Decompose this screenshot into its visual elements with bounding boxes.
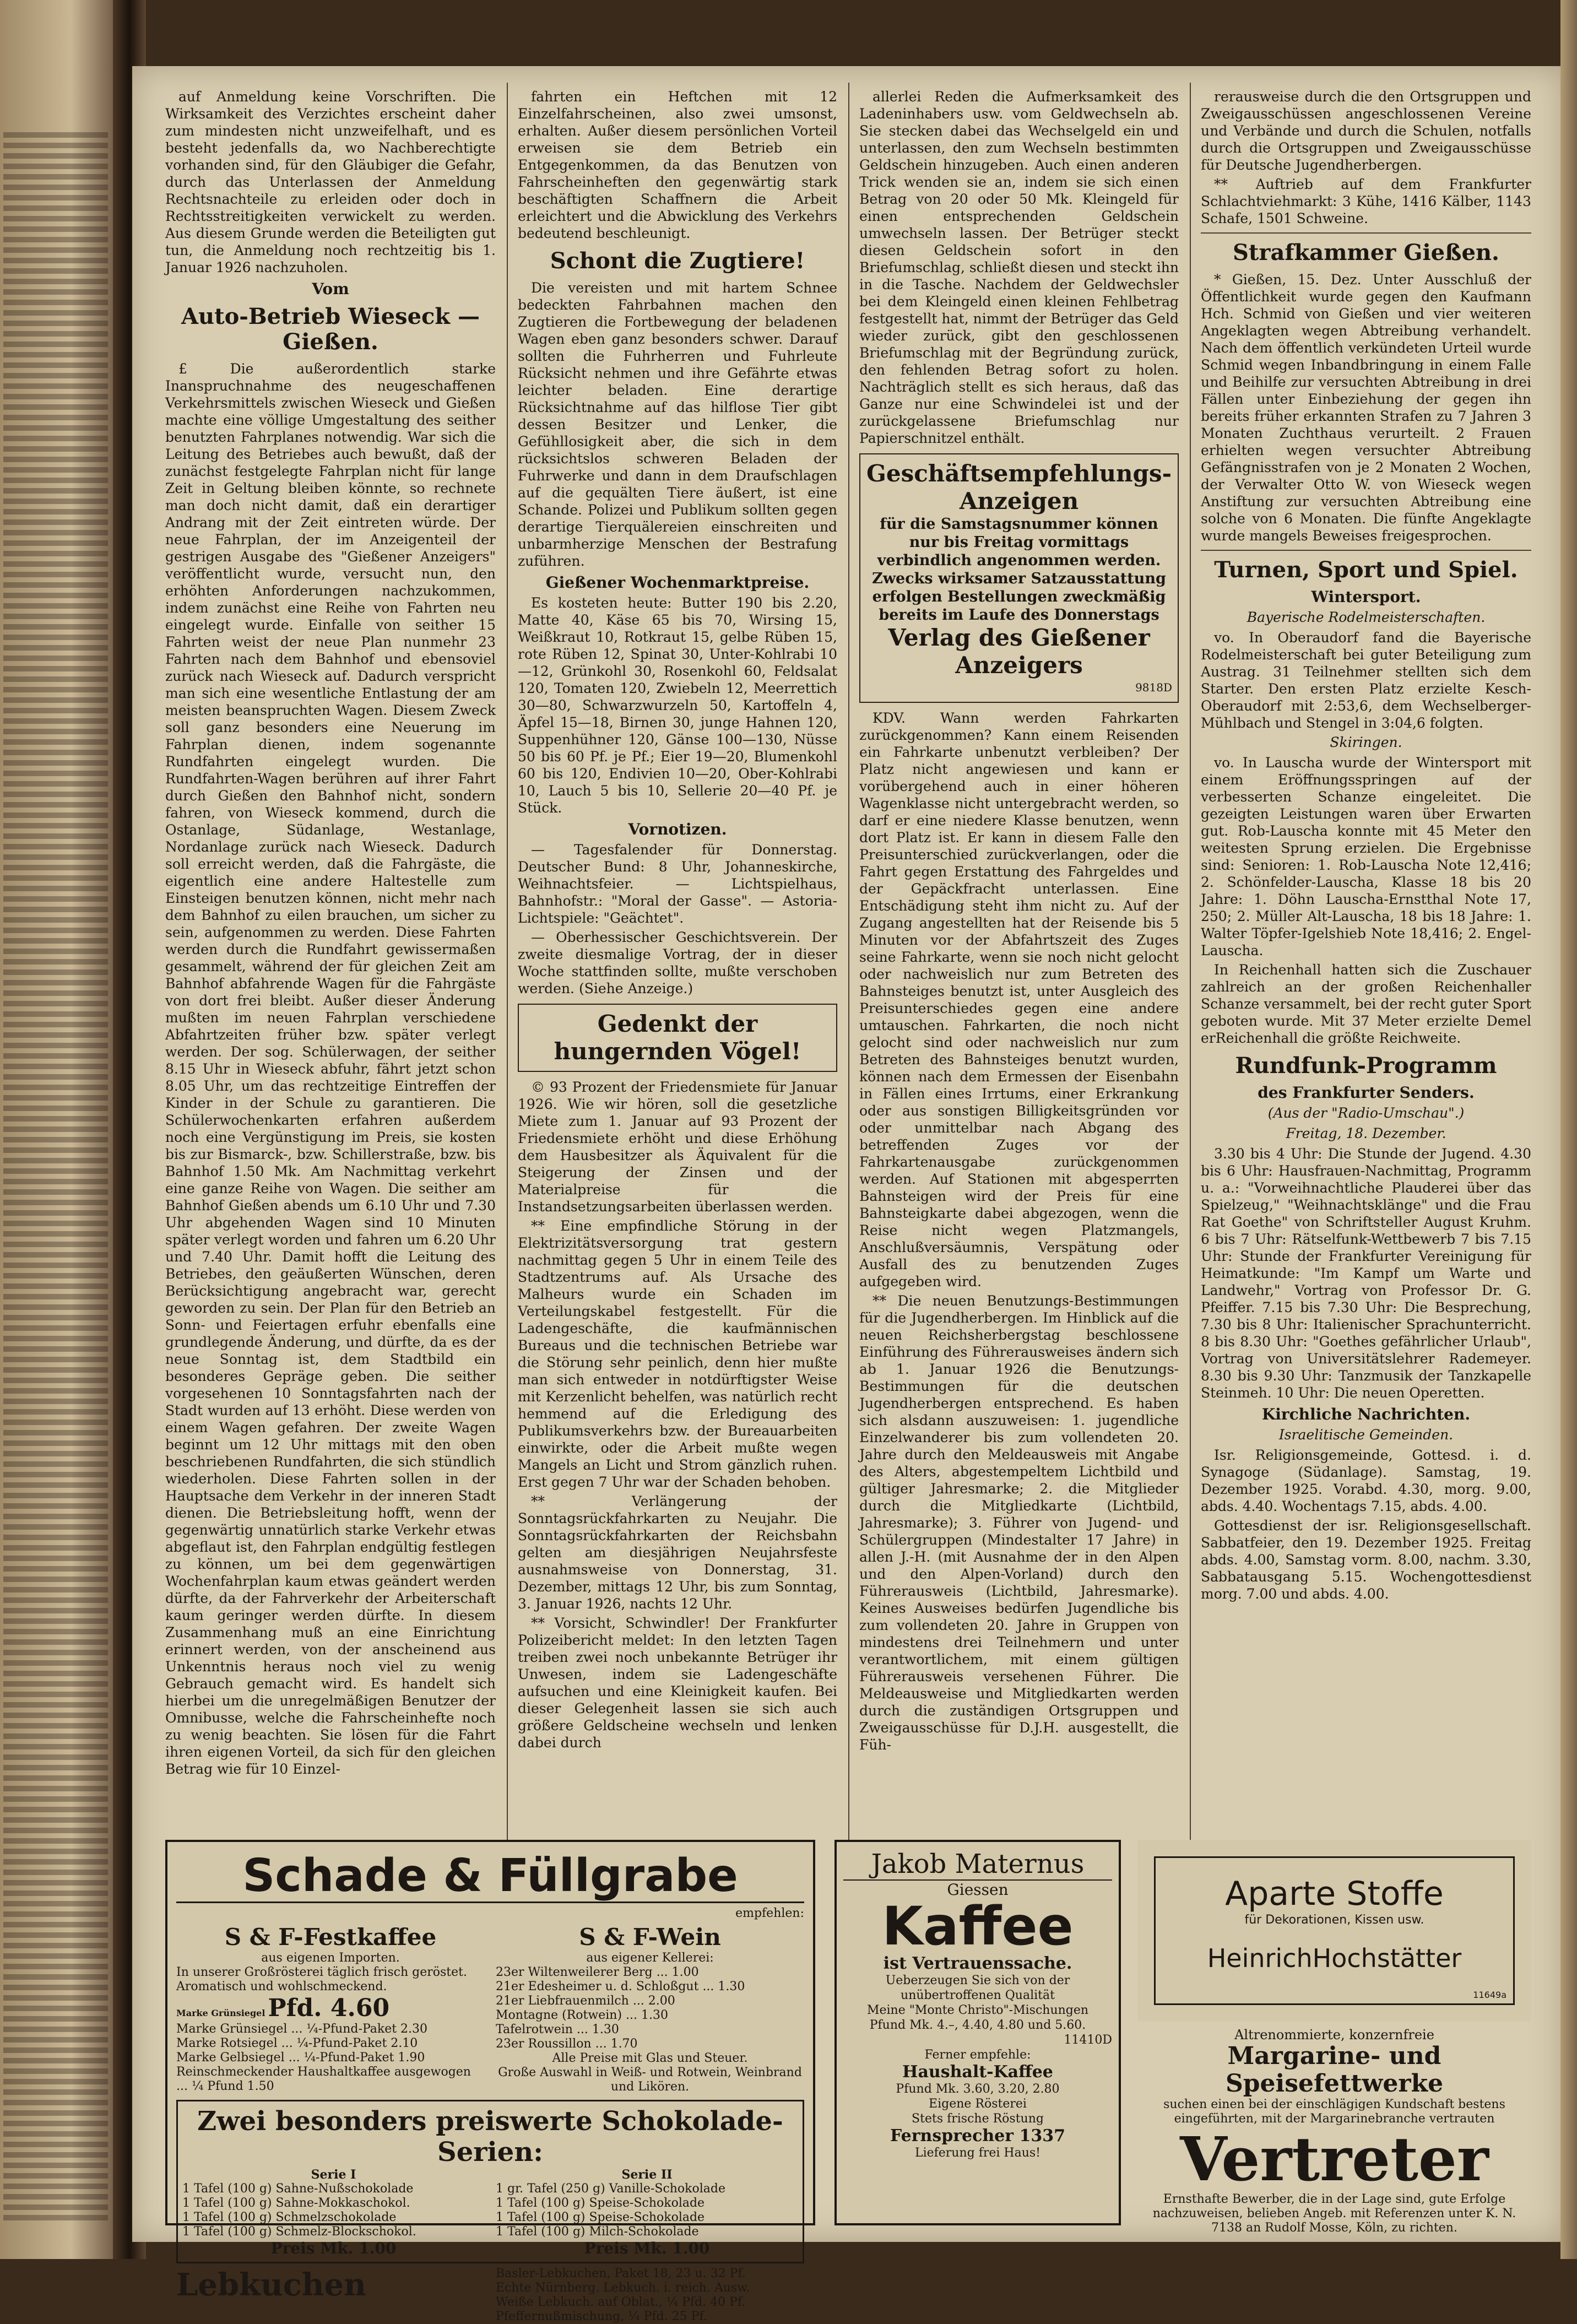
section-subheading: des Frankfurter Senders. [1258, 1084, 1475, 1102]
section-divider [1201, 550, 1531, 551]
article-paragraph: ** Verlängerung der Sonntagsrückfahrkarten zu Neujahr. Die Sonntagsrückfahrkarten der Reichsbahn gelten am diesjährigen Neujahrsfeste ausnahmsweise von Donnerstag, 31. Dezember, mittags 12 Uhr, bis zum Sonntag, 3. Januar 1926, nachts 12 Uhr. [518, 1493, 837, 1612]
offer-line: 23er Wiltenweilerer Berg ... 1.00 [496, 1965, 699, 1979]
article-column-4 [1201, 88, 1531, 1834]
coffee-offer [176, 1924, 485, 2094]
program-date: Freitag, 18. Dezember. [1286, 1125, 1446, 1141]
ad-text: Pfund Mk. 4.–, 4.40, 4.80 und 5.60. [869, 2018, 1086, 2032]
ad-text: Ernsthafte Bewerber, die in der Lage sind, gute Erfolge nachzuweisen, belieben Angeb. mit Referenzen unter K. N. 7138 an Rudolf Mosse, Köln, zu richten. [1152, 2192, 1516, 2235]
article-paragraph: — Tagesfalender für Donnerstag. Deutscher Bund: 8 Uhr, Johanneskirche, Weihnachtsfeier. — Lichtspielhaus, Bahnhofstr.: "Moral der Gasse". — Astoria-Lichtspiele: "Geächtet". [518, 842, 837, 926]
previous-page-edge [0, 0, 118, 2259]
subsection-heading: Wintersport. [1311, 588, 1421, 606]
section-divider [1201, 232, 1531, 234]
article-paragraph: * Gießen, 15. Dez. Unter Ausschluß der Öffentlichkeit wurde gegen den Kaufmann Hch. Schmid von Gießen und vier weiteren Angeklagten wegen Abtreibung verhandelt. Nach dem öffentlich verkündeten Urteil wurde Schmid wegen Inbandbringung in einem Falle und Beihilfe zur versuchten Abtreibung in drei Fällen unter Einbeziehung der gegen ihn bereits früher erkannten Strafen zu 7 Jahren 3 Monaten Zuchthaus verurteilt. 2 Frauen erhielten wegen versuchter Abtreibung Gefängnisstrafen von je 2 Monaten 2 Wochen, der Verwalter Otto W. von Wieseck wegen Anstiftung zur versuchten Abtreibung eine solche von 6 Monaten. Die fünfte Angeklagte wurde mangels Beweises freigesprochen. [1201, 272, 1531, 544]
article-column-2 [518, 88, 837, 1834]
offer-line: Tafelrotwein ... 1.30 [496, 2023, 619, 2036]
article-heading: Gießener Wochenmarktpreise. [545, 573, 810, 592]
notice-box-publisher: Verlag des Gießener Anzeigers [888, 624, 1150, 679]
ad-text: Altrenommierte, konzernfreie [1234, 2027, 1434, 2043]
ad-frame [1154, 1856, 1515, 2005]
article-heading: Auto-Betrieb Wieseck — Gießen. [181, 304, 480, 355]
offer-line: Alle Preise mit Glas und Steuer. [552, 2051, 748, 2065]
column-rule [1190, 83, 1191, 1840]
right-page-edge [1560, 0, 1577, 2259]
ad-product: Kaffee [882, 1895, 1074, 1957]
ad-text: Meine "Monte Christo"-Mischungen [866, 2003, 1089, 2017]
article-paragraph: In Reichenhall hatten sich die Zuschauer zahlreich an der großen Reichenhaller Schanze versammelt, bei der recht guter Sport geboten wurde. Mit 37 Meter erzielte Demel erReichenhall die größte Reichweite. [1201, 962, 1531, 1046]
ad-headline: Vertreter [1180, 2123, 1489, 2195]
ad-aparte-stoffe [1137, 1840, 1531, 2022]
article-paragraph: Die vereisten und mit hartem Schnee bedeckten Fahrbahnen machen den Zugtieren die Fortbewegung der beladenen Wagen eben ganz besonders schwer. Darauf sollten die Fuhrherren und Fuhrleute Rücksicht nehmen und ihre Gefährte etwas leichter beladen. Eine derartige Rücksichtnahme auf das hilflose Tier gibt dessen Besitzer und Lenker, die Gefühllosigkeit aber, die sich in dem rücksichtslos schweren Beladen der Fuhrwerke und dann in dem Draufschlagen auf die gequälten Tiere äußert, ist eine Schande. Polizei und Publikum sollten gegen derartige Tierquälereien einschreiten und unbarmherzige Menschen der Bestrafung zuführen. [518, 280, 837, 569]
offer-line: Montagne (Rotwein) ... 1.30 [496, 2008, 668, 2022]
ad-code: 9818D [1135, 681, 1172, 694]
offer-price: Preis Mk. 1.00 [270, 2239, 397, 2257]
offer-heading: S & F-Festkaffee [224, 1924, 437, 1951]
ad-title: Aparte Stoffe [1225, 1875, 1444, 1913]
ad-text: für Dekorationen, Kissen usw. [1244, 1913, 1424, 1927]
ad-title: Margarine- und Speisefettwerke [1225, 2042, 1444, 2098]
offer-line: Marke Rotsiegel ... ¼-Pfund-Paket 2.10 [176, 2036, 418, 2050]
ad-subtitle: empfehlen: [735, 1906, 804, 1920]
article-paragraph: ** Auftrieb auf dem Frankfurter Schlachtviehmarkt: 3 Kühe, 1416 Kälber, 1143 Schafe, 1501 Schweine. [1201, 176, 1531, 226]
column-rule [507, 83, 508, 1840]
ad-code: 11649a [1473, 1990, 1506, 2000]
chocolate-series-box [176, 2100, 804, 2263]
ad-text: Ueberzeugen Sie sich von der unübertroffenen Qualität [885, 1974, 1070, 2002]
ad-city: Giessen [947, 1881, 1009, 1899]
ad-text: suchen einen bei der einschlägigen Kundschaft bestens eingeführten, mit der Margarinebranche vertrauten [1163, 2098, 1505, 2126]
ad-title: Schade & Füllgrabe [176, 1851, 804, 1903]
ad-code: 11410D [1064, 2033, 1112, 2047]
article-paragraph: vo. In Oberaudorf fand die Bayerische Rodelmeisterschaft bei guter Beteiligung zum Austrag. 31 Teilnehmer stellten sich dem Starter. Den ersten Platz erzielte Kesch-Oberaudorf mit 2:53,6, dem Wechselberger-Mühlbach und Stengel in 3:04,6 folgten. [1201, 630, 1531, 731]
offer-line: Marke Gelbsiegel ... ¼-Pfund-Paket 1.90 [176, 2051, 425, 2065]
ad-schade-fuellgrabe [165, 1840, 815, 2323]
offer-line: Weiße Lebkuch. auf Oblat., ¼ Pfd. 40 Pf. [496, 2295, 746, 2309]
article-paragraph: ** Eine empfindliche Störung in der Elektrizitätsversorgung trat gestern nachmittag gegen 5 Uhr in einem Teile des Stadtzentrums auf. Als Ursache des Malheurs wurde ein Schaden im Verteilungskabel festgestellt. Für die Ladengeschäfte, die kaufmännischen Bureaus und die technischen Betriebe war die Störung sehr peinlich, denn hier mußte man sich entweder in notdürftigster Weise mit Kerzenlicht behelfen, was natürlich recht hemmend auf die Erledigung des Publikumsverkehrs bzw. der Bureauarbeiten einwirkte, oder die Arbeit mußte wegen Mangels an Licht und Strom gänzlich ruhen. Erst gegen 7 Uhr war der Schaden behoben. [518, 1218, 837, 1490]
section-heading: Kirchliche Nachrichten. [1261, 1405, 1471, 1423]
offer-line: 21er Edesheimer u. d. Schloßgut ... 1.30 [496, 1980, 745, 1993]
notice-box-body: für die Samstagsnummer können nur bis Freitag vormittags verbindlich angenommen werden. Zwecks wirksamer Satzausstattung erfolgen Bestellungen zweckmäßig bereits im Laufe des Donnerstags [872, 516, 1166, 624]
advertisement-section [165, 1840, 1531, 2323]
offer-line: Echte Nürnberg. Lebkuch. i. reich. Ausw. [496, 2281, 750, 2295]
article-paragraph: fahrten ein Heftchen mit 12 Einzelfahrscheinen, also zwei umsonst, erhalten. Außer diesem persönlichen Vorteil erweisen sie dem Betrieb ein Entgegenkommen, da das Benutzen von Fahrscheinheften den gegenwärtig stark beschäftigten Schaffnern die Arbeit erleichtert und die Abwicklung des Verkehrs bedeutend beschleunigt. [518, 89, 837, 241]
section-heading: Rundfunk-Programm [1235, 1053, 1497, 1079]
offer-line: Basler-Lebkuchen, Paket 18, 23 u. 32 Pf. [496, 2267, 746, 2280]
offer-line: Große Auswahl in Weiß- und Rotwein, Weinbrand und Likören. [498, 2066, 802, 2094]
article-paragraph: auf Anmeldung keine Vorschriften. Die Wirksamkeit des Verzichtes erscheint daher zum mindesten nicht unzweifelhaft, und es besteht jedenfalls da, wo Nachberechtigte vorhanden sind, für den Gläubiger die Gefahr, durch das Unterlassen der Anmeldung Rechtsnachteile zu erleiden oder doch in Rechtsstreitigkeiten verwickelt zu werden. Aus diesem Grunde werden die Beteiligten gut tun, die Anmeldung noch rechtzeitig bis 1. Januar 1926 nachzuholen. [165, 89, 496, 275]
article-paragraph: ** Die neuen Benutzungs-Bestimmungen für die Jugendherbergen. Im Hinblick auf die neuen Reichsherbergstag beschlossene Einführung des Führerausweises ändern sich ab 1. Januar 1926 die Benutzungs-Bestimmungen für die deutschen Jugendherbergen entsprechend. Es haben sich alsdann auszuweisen: 1. jugendliche Einzelwanderer bis zum vollendeten 20. Jahre durch den Meldeausweis mit Angabe des Alters, abgestempeltem Lichtbild und gültiger Jahresmarke; 2. die Mitglieder durch die Mitgliedkarte (Lichtbild, Jahresmarke); 3. Führer von Jugend- und Schülergruppen (Mindestalter 17 Jahre) in allen J.-H. (mit Ausnahme der in den Alpen und den Alpen-Vorland) durch den Führerausweis (Lichtbild, Jahresmarke). Keines Ausweises bedürfen Jugendliche bis zum vollendeten 20. Jahre in Gruppen von mindestens drei Teilnehmern und unter verantwortlichem, mit einem gültigen Führerausweis versehenen Führer. Die Meldeausweise und Mitgliedkarten werden durch die zuständigen Ortsgruppen und Zweigausschüsse für D.J.H. ausgestellt, die Füh- [859, 1293, 1179, 1753]
subsection-label: Israelitische Gemeinden. [1278, 1427, 1454, 1443]
offer-heading: Lebkuchen [176, 2267, 366, 2303]
offer-heading: Zwei besonders preiswerte Schokolade-Serien: [197, 2106, 783, 2168]
ad-text: Pfund Mk. 3.60, 3.20, 2.80 [896, 2082, 1060, 2096]
column-rule [848, 83, 849, 1840]
offer-line: Pfeffernußmischung, ¼ Pfd. 25 Pf. [496, 2310, 707, 2323]
section-heading: Turnen, Sport und Spiel. [1214, 557, 1518, 583]
offer-line: 21er Liebfrauenmilch ... 2.00 [496, 1994, 675, 2008]
ad-advertiser: HeinrichHochstätter [1207, 1943, 1462, 1973]
article-paragraph: £ Die außerordentlich starke Inanspruchnahme des neugeschaffenen Verkehrsmittels zwischen Wieseck und Gießen machte eine völlige Umgestaltung des seither benutzten Fahrplanes notwendig. War sich die Leitung des Betriebes auch bewußt, daß der zunächst festgelegte Fahrplan nicht für lange Zeit in Geltung bleiben könnte, so rechnete man doch nicht damit, daß ein derartiger Andrang mit der Zeit eintreten würde. Der neue Fahrplan, der im Anzeigenteil der gestrigen Ausgabe des "Gießener Anzeigers" veröffentlicht wurde, versucht nun, den erhöhten Anforderungen nachzukommen, indem zunächst eine Reihe von Fahrten neu eingelegt wurde. Einfalle von seither 15 Fahrten weist der neue Plan nunmehr 23 Fahrten nach dem Bahnhof und ebensoviel zurück nach Wieseck auf. Dadurch verspricht man sich eine wesentliche Entlastung der am meisten beanspruchten Wagen. Diesem Zweck soll ganz besonders eine Neuerung im Fahrplan dienen, indem sogenannte Rundfahrten eingelegt wurden. Die Rundfahrten-Wagen berühren auf ihrer Fahrt durch Gießen den Bahnhof nicht, sondern fahren, von Wieseck kommend, durch die Ostanlage, Südanlage, Westanlage, Nordanlage zurück nach Wieseck. Dadurch soll erreicht werden, daß die Fahrgäste, die eigentlich eine andere Haltestelle zum Einsteigen benutzen können, nicht mehr nach dem Bahnhof zu eilen brauchen, um sicher zu sein, aufgenommen zu werden. Diese Fahrten werden durch die Rundfahrt gewissermaßen gesammelt, während der für gleichen Zeit am Bahnhof abfahrende Wagen für die Fahrgäste von dort frei bleibt. Außer dieser Änderung mußten im neuen Fahrplan verschiedene Abfahrtzeiten früher bzw. später verlegt werden. Der sog. Schülerwagen, der seither 8.15 Uhr in Wieseck abfuhr, fährt jetzt schon 8.05 Uhr, um das rechtzeitige Eintreffen der Kinder in der Schule zu garantieren. Die Schülerwochenkarten erfahren außerdem noch eine Vergünstigung im Preis, sie kosten bis zur Bismarck-, bzw. Schillerstraße, bzw. bis Bahnhof 1.50 Mk. Am Nachmittag verkehrt eine ganze Reihe von Wagen. Die seither am Bahnhof Gießen abends um 6.10 Uhr und 7.30 Uhr abgehenden Wagen sind 10 Minuten später verlegt worden und fahren um 6.20 Uhr und 7.40 Uhr. Damit hofft die Leitung des Betriebes, den geäußerten Wünschen, deren Berücksichtigung angebracht war, gerecht geworden zu sein. Der Plan für den Betrieb an Sonn- und Feiertagen erfuhr ebenfalls eine grundlegende Änderung, und dürfte, da es der neue Sonntag ist, dem Stadtbild ein besonderes Gepräge geben. Die seither vorgesehenen 10 Sonntagsfahrten nach der Stadt wurden auf 13 erhöht. Diese werden von einem Wagen gefahren. Der zweite Wagen beginnt um 12 Uhr mittags mit den oben beschriebenen Rundfahrten, die sich stündlich wiederholen. Diese Fahrten sollen in der Hauptsache dem Verkehr in der inneren Stadt dienen. Die Betriebsleitung hofft, wenn der gegenwärtig unnatürlich starke Verkehr etwas abgeflaut ist, den Fahrplan endgültig festlegen zu können, um bei dem gegenwärtigen Wochenfahrplan kaum etwas geändert werden dürfte, da der Fahrverkehr der Arbeiterschaft kaum geringer werden dürfte. In diesem Zusammenhang muß an eine Einrichtung erinnert werden, von der anscheinend aus Unkenntnis heraus noch viel zu wenig Gebrauch gemacht wird. Es handelt sich hierbei um die unregelmäßigen Benutzer der Omnibusse, welche die Fahrscheinhefte noch zu wenig beachten. Sie lösen für die Fahrt ihren eigenen Vorteil, da sich für den gleichen Betrag wie für 10 Einzel- [165, 361, 496, 1777]
article-heading: Schont die Zugtiere! [550, 248, 805, 274]
offer-item: Marke Grünsiegel [176, 2008, 265, 2018]
offer-line: 1 Tafel (100 g) Sahne-Mokkaschokol. [182, 2196, 410, 2210]
series-title: Serie II [621, 2168, 673, 2182]
ad-text: Ferner empfehle: [924, 2048, 1031, 2062]
section-heading: Strafkammer Gießen. [1233, 240, 1499, 266]
offer-line: 1 Tafel (100 g) Speise-Schokolade [496, 2196, 705, 2210]
series-title: Serie I [311, 2168, 356, 2182]
subsection-label: Skiringen. [1330, 734, 1402, 750]
article-heading: Vornotizen. [628, 820, 727, 838]
offer-heading: S & F-Wein [579, 1924, 721, 1951]
offer-line: 1 Tafel (100 g) Milch-Schokolade [496, 2225, 699, 2239]
article-paragraph: — Oberhessischer Geschichtsverein. Der zweite diesmalige Vortrag, der in dieser Woche stattfinden sollte, mußte verschoben werden. (Siehe Anzeige.) [518, 929, 837, 996]
article-paragraph: rerausweise durch die den Ortsgruppen und Zweigausschüssen angeschlossenen Vereine und Verbände und durch die Schulen, notfalls durch die Ortsgruppen und Zweigausschüsse für Deutsche Jugendherbergen. [1201, 89, 1531, 173]
offer-sub: aus eigener Kellerei: [586, 1951, 714, 1965]
offer-line: 1 Tafel (100 g) Speise-Schokolade [496, 2211, 705, 2224]
offer-sub: aus eigenen Importen. [261, 1951, 400, 1965]
article-paragraph: allerlei Reden die Aufmerksamkeit des Ladeninhabers usw. vom Geldwechseln ab. Sie stecken dabei das Wechselgeld ein und unterlassen, den zum Wechseln bestimmten Geldschein hinzugeben. Auch einen anderen Trick wenden sie an, indem sie sich einen Betrag von 20 oder 50 Mk. Kleingeld für einen entsprechenden Geldschein umwechseln lassen. Der Betrüger steckt diesen Geldschein sofort in den Briefumschlag, schließt diesen und steckt ihn in die Tasche. Nachdem der Geldwechsler bei dem Kleingeld einen kleinen Fehlbetrag festgestellt hat, nimmt der Betrüger das Geld wieder zurück, gibt den geschlossenen Briefumschlag mit der Begründung zurück, den fehlenden Betrag sofort zu holen. Nachträglich stellt es sich heraus, daß das Ganze nur eine Schwindelei ist und der zurückgelassene Briefumschlag nur Papierschnitzel enthält. [859, 89, 1179, 446]
ad-text: Eigene Rösterei [929, 2097, 1027, 2111]
wine-offer [496, 1924, 804, 2094]
ad-vertreter [1137, 2027, 1531, 2235]
previous-page-text-lines [3, 132, 108, 2225]
ad-text: Lieferung frei Haus! [914, 2146, 1041, 2160]
offer-line: Marke Grünsiegel ... ¼-Pfund-Paket 2.30 [176, 2022, 428, 2036]
article-paragraph: © 93 Prozent der Friedensmiete für Januar 1926. Wie wir hören, soll die gesetzliche Miete zum 1. Januar auf 93 Prozent der Friedensmiete erhöht und diese Erhöhung dem Hausbesitzer als Äquivalent für die Steigerung der Zinsen und der Materialpreise für die Instandsetzungsarbeiten überlassen werden. [518, 1079, 837, 1215]
ad-phone: Fernsprecher 1337 [890, 2126, 1066, 2146]
source-note: (Aus der "Radio-Umschau".) [1267, 1105, 1465, 1121]
ad-product: Haushalt-Kaffee [902, 2062, 1053, 2082]
offer-text: In unserer Großrösterei täglich frisch geröstet. Aromatisch und wohlschmeckend. [176, 1965, 467, 1993]
notice-box-title: Gedenkt der hungernden Vögel! [554, 1010, 801, 1065]
article-paragraph: Es kosteten heute: Butter 190 bis 2.20, Matte 40, Käse 65 bis 70, Wirsing 15, Weißkraut 10, Rotkraut 15, gelbe Rüben 15, rote Rüben 12, Spinat 30, Unter-Kohlrabi 10—12, Grünkohl 30, Rosenkohl 60, Feldsalat 120, Tomaten 120, Zwiebeln 12, Meerrettich 30—80, Schwarzwurzeln 50, Kartoffeln 4, Äpfel 15—18, Birnen 30, junge Hahnen 120, Suppenhühner 120, Gänse 100—130, Nüsse 50 bis 60 Pf. je Pf.; Eier 19—20, Blumenkohl 60 bis 120, Endivien 10—20, Ober-Kohlrabi 10, Lauch 5 bis 10, Sellerie 20—40 Pf. je Stück. [518, 595, 837, 816]
ad-slogan: ist Vertrauenssache. [883, 1954, 1072, 1973]
ad-text: Stets frische Röstung [912, 2112, 1044, 2126]
article-paragraph: KDV. Wann werden Fahrkarten zurückgenommen? Kann einem Reisenden ein Fahrkarte unbenutzt verbleiben? Der Platz nicht angewiesen und kann er vorübergehend auch in einer höheren Wagenklasse nicht untergebracht werden, so darf er eine niedere Klasse benutzen, wenn dort Platz ist. Er kann in diesem Falle den Preisunterschied zurückverlangen, oder die Fahrt gegen Erstattung des Fahrgeldes und der Gepäckfracht unterlassen. Eine Entschädigung steht ihm nicht zu. Auf der Zugang angestellten hat der Reisende bis 5 Minuten vor der Abfahrtszeit des Zuges seine Fahrkarte, wenn sie noch nicht gelocht oder nachweislich nur zum Betreten des Bahnsteiges benutzt ist, unter Ausgleich des Preisunterschiedes gegen eine andere umtauschen. Fahrkarten, die noch nicht gelocht sind oder nachweislich nur zum Betreten des Bahnsteiges benutzt wurden, können nach dem Ermessen der Eisenbahn in Fällen eines Irrtums, einer Erkrankung oder aus sonstigen Billigkeitsgründen vor oder unmittelbar nach Abgang des betreffenden Zuges vor der Fahrkartenausgabe zurückgenommen werden. Auf Stationen mit abgesperrten Bahnsteigen wird der Preis für eine Bahnsteigkarte dabei abgezogen, wenn die Reise nicht wegen Platzmangels, Anschlußversäumnis, Verspätung oder Ausfall des zu benutzenden Zuges aufgegeben wird. [859, 710, 1179, 1290]
notice-box [518, 1004, 837, 1072]
offer-price: Pfd. 4.60 [268, 1994, 390, 2022]
offer-line: 1 gr. Tafel (250 g) Vanille-Schokolade [496, 2182, 726, 2196]
notice-box-title: Geschäftsempfehlungs-Anzeigen [866, 460, 1172, 514]
article-column-1 [165, 88, 496, 1834]
ad-title: Jakob Maternus [843, 1849, 1112, 1881]
article-paragraph: Isr. Religionsgemeinde, Gottesd. i. d. Synagoge (Südanlage). Samstag, 19. Dezember 1925. Vorabd. 4.30, morg. 9.00, abds. 4.40. Wochentags 7.15, abds. 4.00. [1201, 1447, 1531, 1514]
article-heading: Vom [312, 280, 349, 298]
offer-line: 23er Roussillon ... 1.70 [496, 2037, 638, 2051]
offer-line: 1 Tafel (100 g) Schmelzschokolade [182, 2211, 397, 2224]
offer-line: 1 Tafel (100 g) Sahne-Nußschokolade [182, 2182, 414, 2196]
article-paragraph: ** Vorsicht, Schwindler! Der Frankfurter Polizeibericht meldet: In den letzten Tagen treiben zwei noch unbekannte Betrüger ihr Unwesen, indem sie Ladengeschäfte aufsuchen und eine Kleinigkeit kaufen. Bei dieser Gelegenheit lassen sie sich auch größere Geldscheine wechseln und lenken dabei durch [518, 1615, 837, 1751]
ad-jakob-maternus [834, 1840, 1121, 2225]
article-column-3 [859, 88, 1179, 1834]
article-paragraph: vo. In Lauscha wurde der Wintersport mit einem Eröffnungsspringen auf der verbesserten Schanze eingeleitet. Die gezeigten Leistungen waren über Erwarten gut. Rob-Lauscha konnte mit 45 Meter den weitesten Sprung erzielen. Die Ergebnisse sind: Senioren: 1. Rob-Lauscha Note 12,416; 2. Schönfelder-Lauscha, Klasse 18 bis 20 Jahre: 1. Döhn Lauscha-Ernstthal Note 17, 250; 2. Müller Alt-Lauscha, 18 bis 18 Jahre: 1. Walter Töpfer-Igelshieb Note 18,416; 2. Engel-Lauscha. [1201, 755, 1531, 958]
offer-line: 1 Tafel (100 g) Schmelz-Blockschokol. [182, 2225, 416, 2239]
offer-price: Preis Mk. 1.00 [584, 2239, 710, 2257]
article-paragraph: 3.30 bis 4 Uhr: Die Stunde der Jugend. 4.30 bis 6 Uhr: Hausfrauen-Nachmittag, Programm u. a.: "Vorweihnachtliche Plauderei über das Spielzeug," "Weihnachtsklänge" und die Frau Rat Goethe" von Schriftsteller August Kruhm. 6 bis 7 Uhr: Rätselfunk-Wettbewerb 7 bis 7.15 Uhr: Stunde der Frankfurter Vereinigung für Heimatkunde: "Im Kampf um Warte und Landwehr," Vortrag von Professor Dr. G. Pfeiffer. 7.15 bis 7.30 Uhr: Die Besprechung, 7.30 bis 8 Uhr: Italienischer Sprachunterricht. 8 bis 8.30 Uhr: "Goethes gefährlicher Urlaub", Vortrag von Universitätslehrer Rademeyer. 8.30 bis 9.30 Uhr: Tanzmusik der Tanzkapelle Steinmeh. 10 Uhr: Die neuen Operetten. [1201, 1146, 1531, 1401]
publisher-notice-box [859, 453, 1179, 703]
subsection-label: Bayerische Rodelmeisterschaften. [1247, 609, 1486, 625]
offer-line: Reinschmeckender Haushaltkaffee ausgewogen ... ¼ Pfund 1.50 [176, 2065, 471, 2093]
article-paragraph: Gottesdienst der isr. Religionsgesellschaft. Sabbatfeier, den 19. Dezember 1925. Freitag abds. 4.00, Samstag vorm. 8.00, nachm. 3.30, Sabbatausgang 5.15. Wochengottesdienst morg. 7.00 und abds. 4.00. [1201, 1518, 1531, 1602]
